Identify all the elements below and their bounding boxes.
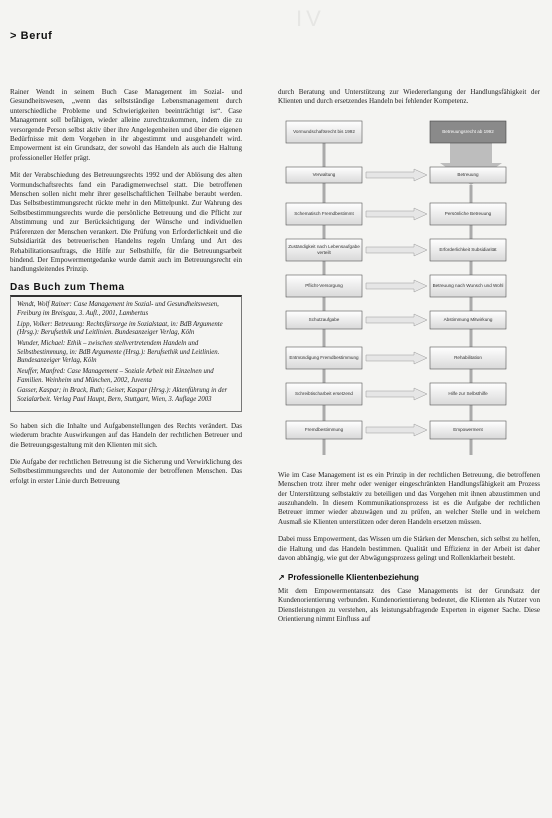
paragraph: Wie im Case Management ist es ein Prinzip in der rechtlichen Betreuung, die betroffenen Menschen trotz ihrer mehr oder weniger eingeschränkten Handlungsfähigkeit am Prozess der Unterstützung selbstaktiv zu beteiligen und das Vorgehen mit ihnen abzustimmen und auszuhandeln. In diesem Kommunikationsprozess ist es die Aufgabe der rechtlichen Betreuer immer wieder abzuwägen und zu prüfen, an welcher Stelle und in welchem Ausmaß sie Klienten unterstützen oder deren Handeln ersetzen müssen. xyxy=(278,470,540,526)
diagram-left-label: Verwaltung xyxy=(312,172,336,178)
right-column xyxy=(278,88,540,633)
book-entry: Wendt, Wolf Rainer: Case Management im Sozial- und Gesundheitswesen, Freiburg im Breisgau, 3. Aufl., 2001, Lambertus xyxy=(17,301,219,317)
paragraph: Rainer Wendt in seinem Buch Case Management im Sozial- und Gesundheitswesen, „wenn das selbstständige Lebensmanagement durch unterschiedliche Probleme und Schwierigkeiten beeinträchtigt ist“. Case Management soll befähigen, wieder alleine zurechtzukommen, indem die zu versorgende Person selbst aktiv über ihre Angelegenheiten und über die eigenen Bedürfnisse mit dem Vorgehen in ihr abgestimmt und ausgehandelt wird. Empowerment ist ein Grundsatz, der sowohl das Handeln als auch die Haltung professioneller Helfer prägt. xyxy=(10,88,242,162)
paragraph: durch Beratung und Unterstützung zur Wiedererlangung der Handlungsfähigkeit der Klienten und durch ersetzendes Handeln bei fehlender Kompetenz. xyxy=(278,88,540,106)
right-arrow-shape xyxy=(366,169,427,181)
right-arrow-shape xyxy=(366,280,427,292)
diagram-left-label: Schreibtischarbeit ersetzend xyxy=(295,391,353,397)
right-arrow-shape xyxy=(366,208,427,220)
section-heading-text: Professionelle Klientenbeziehung xyxy=(287,573,419,583)
diagram-left-label: Schutzaufgabe xyxy=(308,317,340,323)
paragraph: Mit dem Empowermentansatz des Case Managements ist der Grundsatz der Kundenorientierung verbunden. Kundenorientierung bedeutet, die Klienten als Nutzer von Dienstleistungen zu verstehen, als leistungsabfragende Experten in eigener Sache. Diese Orientierung nimmt Einfluss auf xyxy=(278,586,540,624)
right-arrow-shape xyxy=(366,388,427,400)
book-entry: Neuffer, Manfred: Case Management – Soziale Arbeit mit Einzelnen und Familien. Weinheim und München, 2002, Juventa xyxy=(17,368,214,384)
diagram-right-label: Abstimmung Mitwirkung xyxy=(443,317,493,323)
paragraph: So haben sich die Inhalte und Aufgabenstellungen des Rechts verändert. Das wiederum brachte Auswirkungen auf das Handeln der rechtlichen Betreuer und die Betreuungsgestaltung mit den Klienten mit sich. xyxy=(10,421,242,449)
left-column xyxy=(10,88,242,494)
comparison-diagram xyxy=(280,115,508,465)
page-mark: IV xyxy=(296,6,325,31)
book-entry: Gasser, Kaspar; in Brack, Ruth; Geiser, Kaspar (Hrsg.): Aktenführung in der Sozialarbeit. Verlag Paul Haupt, Bern, Stuttgart, Wien, 3. Auflage 2003 xyxy=(17,387,228,404)
diagram-right-label: Hilfe zur Selbsthilfe xyxy=(448,391,488,397)
book-entry: Wunder, Michael: Ethik – zwischen stellvertretendem Handeln und Selbstbestimmung, in: BdB Argumente (Hrsg.): Berufsethik und Leitlinien. Bundesanzeiger Verlag, Köln xyxy=(17,339,220,365)
diagram-right-label: Rehabilitation xyxy=(454,355,482,361)
diagram-left-label: Fremdbestimmung xyxy=(304,427,344,433)
page-title: > Beruf xyxy=(10,30,53,42)
diagram-left-label: Schematisch Fremdbestimmt xyxy=(294,211,354,217)
right-arrow-shape xyxy=(366,424,427,436)
diagram-left-label: Pflicht-Versorgung xyxy=(305,283,343,289)
diagram-left-label: Vormundschaftsrecht bis 1992 xyxy=(293,129,355,135)
arrow-icon: ↗ xyxy=(278,573,285,583)
diagram-right-label: Betreuung xyxy=(457,172,479,178)
section-heading xyxy=(278,573,540,582)
paragraph: Dabei muss Empowerment, das Wissen um die Stärken der Menschen, sich selbst zu helfen, die Haltung und das Handeln bestimmen. Qualität und Effizienz in der Arbeit ist daher davon abhängig, wie gut der Abwägungsprozess gelingt und Rollenklarheit besteht. xyxy=(278,535,540,563)
book-box-title: Das Buch zum Thema xyxy=(10,281,125,293)
book-entry: Lipp, Volker: Betreuung: Rechtsfürsorge im Sozialstaat, in: BdB Argumente (Hrsg.): Berufsethik und Leitlinien. Bundesanzeiger Verlag, Köln xyxy=(17,320,223,337)
diagram-left-label: Entmündigung Fremdbestimmung xyxy=(289,355,359,361)
right-arrow-shape xyxy=(366,352,427,364)
paragraph: Die Aufgabe der rechtlichen Betreuung ist die Sicherung und Verwirklichung des Selbstbestimmungsrechts und der Autonomie der betroffenen Menschen. Das erfolgt in erster Linie durch Betreuung xyxy=(10,458,242,485)
right-arrow-shape xyxy=(366,314,427,326)
diagram-right-label: Erforderlichkeit Subsidiarität xyxy=(439,247,497,253)
diagram-right-label: Betreuung nach Wunsch und Wohl xyxy=(432,283,504,289)
diagram-left-label: Zuständigkeit nach Lebensaufgabe verteilt xyxy=(288,244,360,255)
diagram-right-label: Empowerment xyxy=(453,427,483,433)
right-arrow-shape xyxy=(366,244,427,256)
diagram-right-label: Persönliche Betreuung xyxy=(444,211,492,217)
book-box xyxy=(10,295,242,412)
diagram-right-label: Betreuungsrecht ab 1992 xyxy=(442,129,494,135)
paragraph: Mit der Verabschiedung des Betreuungsrechts 1992 und der Ablösung des alten Vormundschaftsrechts fand ein Paradigmenwechsel statt. Die betroffenen Menschen sollen nicht mehr ihrer gesellschaftlichen Teilhabe beraubt werden. Das Selbstbestimmungsrecht rückte mehr in den Mittelpunkt. Zur Wahrung des Selbstbestimmungsrechts wurde die persönliche Betreuung und die Pflicht zur Abstimmung und zur Berücksichtigung der Wünsche und individuellen Präferenzen der Menschen verankert. Die Prüfung von Erforderlichkeit und die Subsidiarität des betreuerischen Handelns regeln Umfang und Art des Rehabilitationsauftrags, die Hilfe zur Selbsthilfe, für die Betreuungsarbeit bindend. Der Empowermentgedanke wurde damit auch im Betreuungsrecht ein handlungsleitendes Prinzip. xyxy=(10,171,242,274)
